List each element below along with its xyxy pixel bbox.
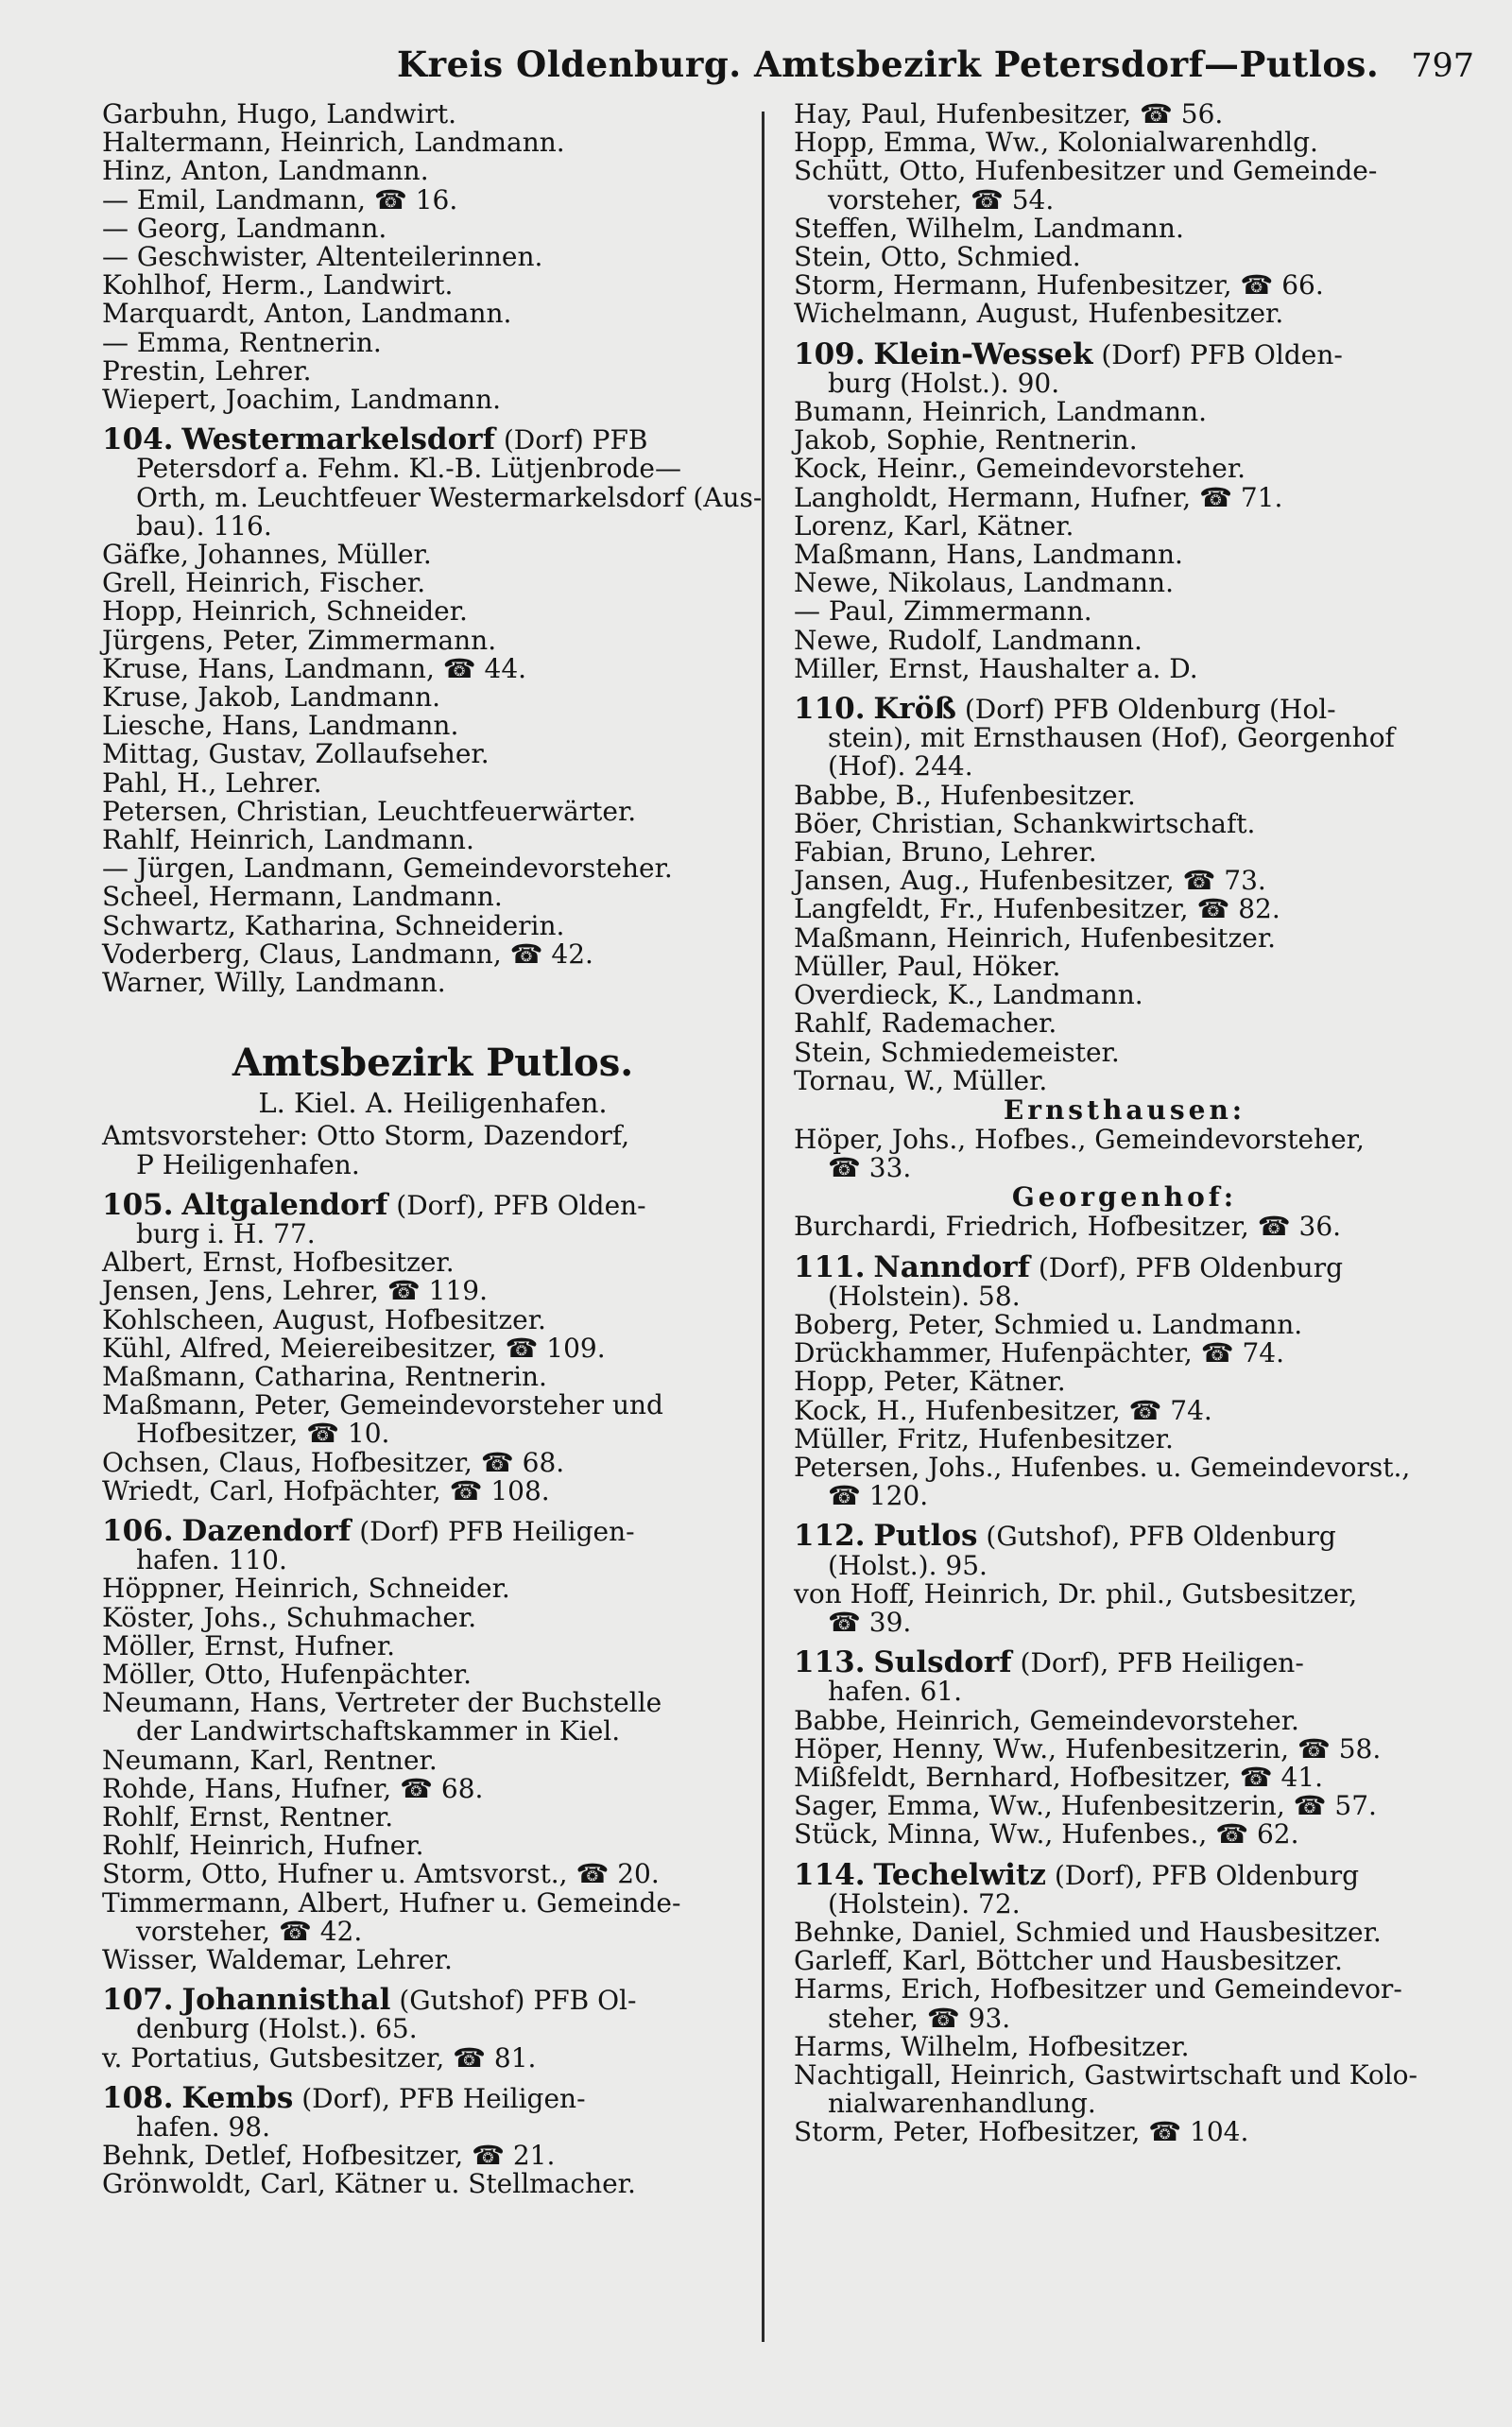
directory-entry: — Geschwister, Altenteilerinnen. xyxy=(102,241,543,273)
directory-entry: Drückhammer, Hufenpächter, ☎ 74. xyxy=(794,1337,1285,1369)
district-subheading: L. Kiel. A. Heiligenhafen. xyxy=(258,1087,608,1120)
directory-entry: Maßmann, Catharina, Rentnerin. xyxy=(102,1360,547,1392)
directory-entry: Hinz, Anton, Landmann. xyxy=(102,155,429,187)
entry-continuation: vorsteher, ☎ 54. xyxy=(828,183,1055,215)
directory-entry: Nachtigall, Heinrich, Gastwirtschaft und Kolo- xyxy=(794,2059,1418,2091)
directory-entry: Stein, Schmiedemeister. xyxy=(794,1036,1120,1068)
entry-continuation: ☎ 39. xyxy=(828,1606,912,1638)
directory-entry: Timmermann, Albert, Hufner u. Gemeinde- xyxy=(102,1886,681,1919)
column-divider xyxy=(762,112,765,2342)
directory-entry: Ochsen, Claus, Hofbesitzer, ☎ 68. xyxy=(102,1446,565,1478)
directory-entry: Müller, Fritz, Hufenbesitzer. xyxy=(794,1422,1174,1454)
directory-entry: Kühl, Alfred, Meiereibesitzer, ☎ 109. xyxy=(102,1332,606,1364)
right-column xyxy=(794,100,1455,2147)
directory-entry: Stück, Minna, Ww., Hufenbes., ☎ 62. xyxy=(794,1818,1299,1850)
directory-entry: Pahl, H., Lehrer. xyxy=(102,766,322,799)
locality-entry xyxy=(794,336,1455,371)
directory-entry: Miller, Ernst, Haushalter a. D. xyxy=(794,652,1198,684)
directory-entry: Warner, Willy, Landmann. xyxy=(102,967,446,999)
entry-continuation: burg i. H. 77. xyxy=(136,1217,316,1249)
entry-continuation: nialwarenhandlung. xyxy=(828,2088,1096,2120)
directory-entry: Schwartz, Katharina, Schneiderin. xyxy=(102,909,565,941)
directory-entry: Fabian, Bruno, Lehrer. xyxy=(794,836,1097,869)
locality-number: 112. xyxy=(794,1519,866,1554)
locality-number: 111. xyxy=(794,1249,866,1284)
directory-entry: Behnke, Daniel, Schmied und Hausbesitzer. xyxy=(794,1916,1382,1948)
locality-details: (Dorf) PFB Oldenburg (Hol- xyxy=(964,694,1336,726)
locality-details: (Dorf), PFB Heiligen- xyxy=(301,2082,586,2114)
directory-entry: Mißfeldt, Bernhard, Hofbesitzer, ☎ 41. xyxy=(794,1761,1324,1793)
entry-continuation: der Landwirtschaftskammer in Kiel. xyxy=(136,1715,621,1747)
directory-entry: Newe, Nikolaus, Landmann. xyxy=(794,567,1174,599)
locality-entry xyxy=(102,422,764,457)
directory-entry: Rahlf, Heinrich, Landmann. xyxy=(102,824,474,856)
locality-details: (Dorf), PFB Oldenburg xyxy=(1054,1859,1360,1891)
locality-number: 105. xyxy=(102,1187,174,1222)
directory-entry: Neumann, Hans, Vertreter der Buchstelle xyxy=(102,1687,662,1719)
directory-entry: Wriedt, Carl, Hofpächter, ☎ 108. xyxy=(102,1474,550,1506)
directory-entry: Bumann, Heinrich, Landmann. xyxy=(794,396,1208,428)
entry-continuation: stein), mit Ernsthausen (Hof), Georgenhof xyxy=(828,722,1395,754)
locality-number: 109. xyxy=(794,336,866,371)
locality-details: (Dorf) PFB xyxy=(503,424,648,456)
directory-entry: Petersen, Johs., Hufenbes. u. Gemeindevorst., xyxy=(794,1451,1411,1483)
locality-entry xyxy=(794,1645,1455,1680)
entry-continuation: (Holstein). 58. xyxy=(828,1280,1021,1312)
directory-entry: Wisser, Waldemar, Lehrer. xyxy=(102,1943,453,1975)
locality-name: Dazendorf xyxy=(181,1513,352,1548)
directory-entry: Grönwoldt, Carl, Kätner u. Stellmacher. xyxy=(102,2168,636,2200)
locality-details: (Dorf), PFB Oldenburg xyxy=(1038,1251,1344,1283)
directory-entry: Babbe, Heinrich, Gemeindevorsteher. xyxy=(794,1704,1299,1736)
directory-entry: Jakob, Sophie, Rentnerin. xyxy=(794,424,1138,456)
entry-continuation: ☎ 33. xyxy=(828,1152,912,1184)
directory-entry: Kruse, Jakob, Landmann. xyxy=(102,681,440,714)
locality-details: (Dorf), PFB Heiligen- xyxy=(1020,1647,1304,1679)
directory-entry: Höppner, Heinrich, Schneider. xyxy=(102,1573,510,1605)
sublocation-heading: Ernsthausen: xyxy=(1003,1093,1246,1126)
directory-entry: Liesche, Hans, Landmann. xyxy=(102,710,459,742)
directory-entry: Steffen, Wilhelm, Landmann. xyxy=(794,212,1184,244)
directory-entry: Garbuhn, Hugo, Landwirt. xyxy=(102,98,457,129)
entry-continuation: steher, ☎ 93. xyxy=(828,2002,1011,2034)
directory-entry: Overdieck, K., Landmann. xyxy=(794,979,1143,1011)
locality-entry xyxy=(794,1249,1455,1284)
entry-continuation: bau). 116. xyxy=(136,509,272,542)
directory-entry: Rohlf, Ernst, Rentner. xyxy=(102,1800,394,1833)
locality-name: Johannisthal xyxy=(181,1983,391,2018)
directory-entry: Jürgens, Peter, Zimmermann. xyxy=(102,624,497,656)
locality-name: Techelwitz xyxy=(873,1857,1046,1892)
directory-entry: Hopp, Heinrich, Schneider. xyxy=(102,595,468,628)
locality-details: (Gutshof), PFB Oldenburg xyxy=(986,1521,1336,1553)
locality-name: Altgalendorf xyxy=(181,1187,388,1222)
locality-number: 107. xyxy=(102,1983,174,2018)
entry-continuation: hafen. 98. xyxy=(136,2111,271,2143)
directory-entry: Haltermann, Heinrich, Landmann. xyxy=(102,127,565,159)
locality-entry xyxy=(102,2080,764,2115)
locality-number: 104. xyxy=(102,422,174,457)
directory-entry: Petersen, Christian, Leuchtfeuerwärter. xyxy=(102,795,637,827)
entry-continuation: Hofbesitzer, ☎ 10. xyxy=(136,1418,390,1450)
directory-entry: Hopp, Peter, Kätner. xyxy=(794,1366,1066,1398)
entry-continuation: hafen. 61. xyxy=(828,1676,963,1708)
entry-continuation: burg (Holst.). 90. xyxy=(828,367,1060,399)
locality-name: Putlos xyxy=(873,1519,978,1554)
directory-entry: Möller, Otto, Hufenpächter. xyxy=(102,1658,472,1690)
entry-continuation: vorsteher, ☎ 42. xyxy=(136,1915,363,1947)
directory-entry: — Paul, Zimmermann. xyxy=(794,595,1092,628)
locality-name: Klein-Wessek xyxy=(873,336,1093,371)
entry-continuation: P Heiligenhafen. xyxy=(136,1148,360,1180)
directory-entry: Kruse, Hans, Landmann, ☎ 44. xyxy=(102,652,527,684)
directory-entry: Böer, Christian, Schankwirtschaft. xyxy=(794,807,1256,839)
directory-entry: Voderberg, Claus, Landmann, ☎ 42. xyxy=(102,938,593,970)
running-head xyxy=(85,36,1474,93)
directory-entry: Rahlf, Rademacher. xyxy=(794,1007,1057,1040)
directory-entry: Langfeldt, Fr., Hufenbesitzer, ☎ 82. xyxy=(794,893,1280,925)
directory-entry: — Georg, Landmann. xyxy=(102,212,387,244)
directory-entry: Müller, Paul, Höker. xyxy=(794,950,1061,982)
directory-entry: Mittag, Gustav, Zollaufseher. xyxy=(102,738,490,770)
directory-entry: Burchardi, Friedrich, Hofbesitzer, ☎ 36. xyxy=(794,1211,1342,1243)
directory-entry: Lorenz, Karl, Kätner. xyxy=(794,509,1074,542)
directory-entry: Höper, Johs., Hofbes., Gemeindevorsteher, xyxy=(794,1123,1365,1155)
entry-continuation: ☎ 120. xyxy=(828,1480,929,1512)
locality-details: (Dorf) PFB Heiligen- xyxy=(359,1515,635,1547)
directory-entry: Kock, H., Hufenbesitzer, ☎ 74. xyxy=(794,1394,1212,1426)
directory-entry: Höper, Henny, Ww., Hufenbesitzerin, ☎ 58. xyxy=(794,1732,1382,1764)
directory-entry: Jensen, Jens, Lehrer, ☎ 119. xyxy=(102,1275,488,1307)
locality-number: 114. xyxy=(794,1857,866,1892)
directory-entry: von Hoff, Heinrich, Dr. phil., Gutsbesitzer, xyxy=(794,1577,1358,1609)
directory-entry: Marquardt, Anton, Landmann. xyxy=(102,298,512,330)
directory-entry: Scheel, Hermann, Landmann. xyxy=(102,881,503,913)
locality-number: 113. xyxy=(794,1645,866,1680)
locality-entry xyxy=(794,692,1455,727)
directory-entry: Storm, Peter, Hofbesitzer, ☎ 104. xyxy=(794,2116,1249,2148)
directory-entry: Prestin, Lehrer. xyxy=(102,354,312,387)
directory-entry: Wiepert, Joachim, Landmann. xyxy=(102,384,501,416)
directory-entry: Möller, Ernst, Hufner. xyxy=(102,1629,396,1661)
locality-number: 108. xyxy=(102,2080,174,2115)
left-column xyxy=(102,100,764,2199)
entry-continuation: (Holstein). 72. xyxy=(828,1887,1021,1919)
directory-entry: Rohlf, Heinrich, Hufner. xyxy=(102,1830,424,1862)
directory-entry: Harms, Erich, Hofbesitzer und Gemeindevor- xyxy=(794,1973,1402,2005)
directory-entry: Boberg, Peter, Schmied u. Landmann. xyxy=(794,1308,1303,1340)
locality-entry xyxy=(102,1513,764,1548)
directory-entry: Garleff, Karl, Böttcher und Hausbesitzer. xyxy=(794,1945,1343,1977)
directory-entry: Kohlhof, Herm., Landwirt. xyxy=(102,269,454,301)
directory-entry: Maßmann, Hans, Landmann. xyxy=(794,539,1183,571)
directory-entry: Babbe, B., Hufenbesitzer. xyxy=(794,779,1136,811)
locality-entry xyxy=(102,1187,764,1222)
sublocation-heading: Georgenhof: xyxy=(1011,1181,1238,1214)
locality-details: (Gutshof) PFB Ol- xyxy=(399,1985,637,2017)
entry-continuation: Petersdorf a. Fehm. Kl.-B. Lütjenbrode— xyxy=(136,453,681,485)
directory-entry: Langholdt, Hermann, Hufner, ☎ 71. xyxy=(794,481,1283,513)
directory-entry: Newe, Rudolf, Landmann. xyxy=(794,624,1143,656)
locality-entry xyxy=(102,1983,764,2018)
directory-entry: — Emma, Rentnerin. xyxy=(102,326,382,358)
directory-entry: Wichelmann, August, Hufenbesitzer. xyxy=(794,298,1284,330)
directory-entry: Albert, Ernst, Hofbesitzer. xyxy=(102,1247,455,1279)
locality-number: 106. xyxy=(102,1513,174,1548)
directory-entry: Köster, Johs., Schuhmacher. xyxy=(102,1601,477,1633)
directory-entry: Maßmann, Heinrich, Hufenbesitzer. xyxy=(794,921,1277,954)
directory-entry: Grell, Heinrich, Fischer. xyxy=(102,567,426,599)
locality-name: Sulsdorf xyxy=(873,1645,1012,1680)
page-title: Kreis Oldenburg. Amtsbezirk Petersdorf—Putlos. xyxy=(397,43,1380,85)
directory-entry: Kohlscheen, August, Hofbesitzer. xyxy=(102,1303,546,1335)
entry-continuation: hafen. 110. xyxy=(136,1544,287,1576)
directory-entry: Tornau, W., Müller. xyxy=(794,1064,1048,1096)
locality-number: 110. xyxy=(794,692,866,727)
directory-entry: Storm, Otto, Hufner u. Amtsvorst., ☎ 20. xyxy=(102,1858,660,1890)
directory-entry: Hopp, Emma, Ww., Kolonialwarenhdlg. xyxy=(794,127,1318,159)
directory-entry: Harms, Wilhelm, Hofbesitzer. xyxy=(794,2030,1190,2062)
directory-entry: Storm, Hermann, Hufenbesitzer, ☎ 66. xyxy=(794,269,1324,301)
directory-entry: Amtsvorsteher: Otto Storm, Dazendorf, xyxy=(102,1120,630,1152)
locality-entry xyxy=(794,1857,1455,1892)
locality-details: (Dorf), PFB Olden- xyxy=(396,1189,646,1221)
directory-entry: Maßmann, Peter, Gemeindevorsteher und xyxy=(102,1389,663,1421)
page-number: 797 xyxy=(1411,47,1474,85)
directory-entry: Stein, Otto, Schmied. xyxy=(794,241,1081,273)
entry-continuation: (Holst.). 95. xyxy=(828,1549,988,1581)
locality-details: (Dorf) PFB Olden- xyxy=(1101,338,1343,370)
directory-entry: Jansen, Aug., Hufenbesitzer, ☎ 73. xyxy=(794,865,1266,897)
district-heading: Amtsbezirk Putlos. xyxy=(232,1041,634,1086)
locality-name: Kembs xyxy=(181,2080,294,2115)
directory-entry: Rohde, Hans, Hufner, ☎ 68. xyxy=(102,1772,484,1804)
directory-entry: — Jürgen, Landmann, Gemeindevorsteher. xyxy=(102,852,673,885)
directory-entry: Gäfke, Johannes, Müller. xyxy=(102,539,432,571)
locality-name: Nanndorf xyxy=(873,1249,1030,1284)
locality-entry xyxy=(794,1519,1455,1554)
entry-continuation: Orth, m. Leuchtfeuer Westermarkelsdorf (Aus- xyxy=(136,481,763,513)
directory-entry: — Emil, Landmann, ☎ 16. xyxy=(102,183,458,215)
directory-entry: Neumann, Karl, Rentner. xyxy=(102,1744,438,1776)
directory-entry: Hay, Paul, Hufenbesitzer, ☎ 56. xyxy=(794,98,1224,129)
directory-entry: Sager, Emma, Ww., Hufenbesitzerin, ☎ 57. xyxy=(794,1790,1377,1822)
directory-entry: v. Portatius, Gutsbesitzer, ☎ 81. xyxy=(102,2041,537,2074)
locality-name: Westermarkelsdorf xyxy=(181,422,495,457)
entry-continuation: (Hof). 244. xyxy=(828,750,973,783)
locality-name: Kröß xyxy=(873,692,956,727)
directory-entry: Behnk, Detlef, Hofbesitzer, ☎ 21. xyxy=(102,2140,556,2172)
directory-entry: Schütt, Otto, Hufenbesitzer und Gemeinde- xyxy=(794,155,1378,187)
entry-continuation: denburg (Holst.). 65. xyxy=(136,2013,418,2045)
directory-entry: Kock, Heinr., Gemeindevorsteher. xyxy=(794,453,1246,485)
